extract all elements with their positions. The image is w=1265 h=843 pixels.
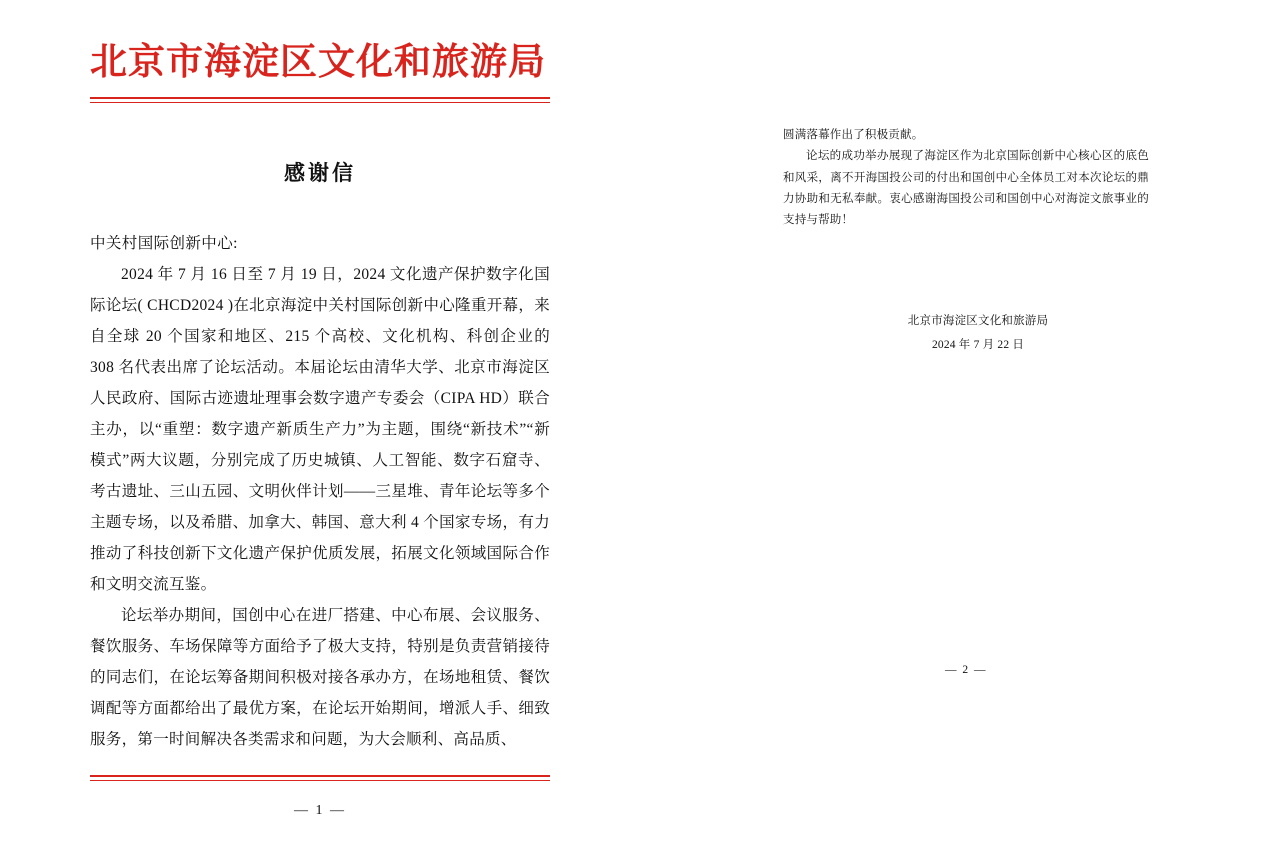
body-paragraph: 2024 年 7 月 16 日至 7 月 19 日，2024 文化遗产保护数字化国际论坛( CHCD2024 )在北京海淀中关村国际创新中心隆重开幕，来自全球 20 个国家和地区、215 个高校、文化机构、科创企业的 308 名代表出席了论坛活动。本届论坛由清华大学、北京市海淀区人民政府、国际古迹遗址理事会数字遗产专委会（CIPA HD）联合主办，以“重塑：数字遗产新质生产力”为主题，围绕“新技术”“新模式”两大议题，分别完成了历史城镇、人工智能、数字石窟寺、考古遗址、三山五园、文明伙伴计划——三星堆、青年论坛等多个主题专场，以及希腊、加拿大、韩国、意大利 4 个国家专场，有力推动了科技创新下文化遗产保护优质发展，拓展文化领域国际合作和文明交流互鉴。 (90, 265, 550, 593)
page-number: — 1 — (294, 802, 346, 818)
salutation: 中关村国际创新中心: (90, 234, 238, 252)
signature-block (783, 309, 1149, 357)
page-number: — 2 — (945, 664, 987, 676)
letterhead-title: 北京市海淀区文化和旅游局 (90, 39, 546, 83)
body-paragraph: 论坛举办期间，国创中心在进厂搭建、中心布展、会议服务、餐饮服务、车场保障等方面给予了极大支持，特别是负责营销接待的同志们，在论坛筹备期间积极对接各承办方，在场地租赁、餐饮调配等方面都给出了最优方案，在论坛开始期间，增派人手、细致服务，第一时间解决各类需求和问题，为大会顺利、高品质、 (90, 606, 550, 748)
sign-date: 2024 年 7 月 22 日 (931, 339, 1025, 352)
signer-name: 北京市海淀区文化和旅游局 (907, 315, 1049, 328)
footer-divider (90, 775, 550, 781)
page-one (90, 40, 550, 819)
page-two (783, 125, 1149, 358)
body-paragraph: 论坛的成功举办展现了海淀区作为北京国际创新中心核心区的底色和风采，离不开海国投公司的付出和国创中心全体员工对本次论坛的鼎力协助和无私奉献。衷心感谢海国投公司和国创中心对海淀文旅事业的支持与帮助！ (783, 150, 1149, 227)
letterhead-divider (90, 97, 550, 103)
page-title: 感谢信 (284, 159, 356, 185)
body-paragraph: 圆满落幕作出了积极贡献。 (783, 129, 924, 141)
